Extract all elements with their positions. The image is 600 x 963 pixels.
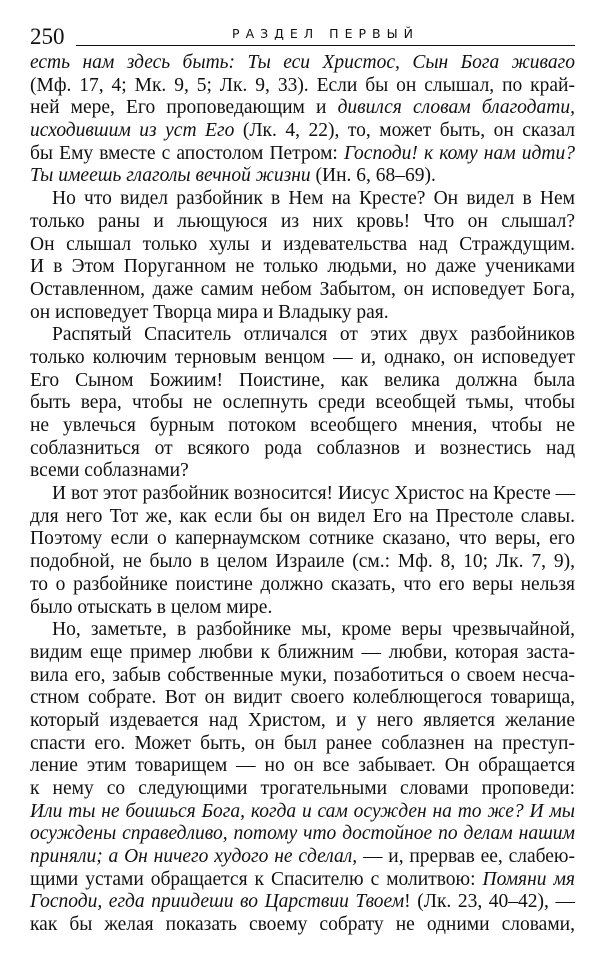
text-line (30, 710, 575, 733)
text-segment: для него Тот же, как если бы он видел Его на Престоле славы. (30, 505, 575, 527)
text-segment: как бы желая показать своему собрату не одними словами, (30, 914, 575, 936)
text-segment: вила его, забыв собственные муки, позаботиться о своем несча- (30, 664, 575, 686)
italic-quote-segment: Господи, егда приидеши во Царствии Твоем (30, 891, 405, 913)
text-segment: который издевается над Христом, и у него является желание (30, 709, 575, 731)
text-line (30, 574, 575, 597)
text-line (30, 483, 575, 506)
header-rule (76, 45, 575, 46)
text-segment: стном собрате. Вот он видит своего колеблющегося товарища, (30, 687, 575, 709)
text-line (30, 120, 575, 143)
text-line (30, 415, 575, 438)
text-line (30, 755, 575, 778)
text-segment: (Ин. 6, 68–69). (310, 165, 436, 187)
text-segment: только колючим терновым венцом — и, однако, он исповедует (30, 346, 575, 368)
italic-quote-segment: приняли; а Он ничего худого не сделал, (30, 846, 358, 868)
text-segment: И в Этом Поруганном не только людьми, но даже учениками (30, 256, 575, 278)
text-segment: щими устами обращается к Спасителю с молитвою: (30, 868, 483, 890)
text-segment: ление этим товарищем — но он все забывает. Он обращается (30, 755, 575, 777)
text-line (30, 506, 575, 529)
text-line (30, 143, 575, 166)
text-line (30, 733, 575, 756)
text-segment: бы Ему вместе с апостолом Петром: (30, 142, 344, 164)
italic-quote-segment: Или ты не боишься Бога, когда и сам осужден на то же? И мы (30, 800, 575, 822)
text-line (30, 642, 575, 665)
text-segment: видим еще пример любви к ближним — любви, которая заста- (30, 641, 575, 663)
text-line (30, 324, 575, 347)
text-segment: Но что видел разбойник в Нем на Кресте? Он видел в Нем (52, 188, 575, 210)
text-line (30, 551, 575, 574)
text-segment: Поэтому если о капернаумском сотнике сказано, что веры, его (30, 528, 575, 550)
text-line (30, 52, 575, 75)
text-segment: не увлечься бурным потоком всеобщего мнения, чтобы не (30, 415, 575, 436)
text-segment: спасти его. Может быть, он был ранее соблазнен на преступ- (30, 732, 575, 754)
text-segment: он исповедует Творца мира и Владыку рая. (30, 301, 389, 323)
text-segment: к нему со следующими трогательными словами проповеди: (30, 778, 575, 799)
running-header (30, 22, 575, 52)
page-body-text (30, 52, 575, 937)
running-title: РАЗДЕЛ ПЕРВЫЙ (232, 26, 419, 41)
text-line (30, 188, 575, 211)
text-line (30, 846, 575, 869)
text-segment: Его Сыном Божиим! Поистине, как велика должна была (30, 369, 575, 391)
text-line (30, 597, 575, 620)
text-segment: соблазниться от всякого рода соблазнов и вознестись над (30, 437, 575, 459)
text-segment: Оставленном, даже самим небом Забытом, он исповедует Бога, (30, 278, 575, 300)
italic-quote-segment: Господи! к кому нам идти? (343, 142, 575, 164)
text-line (30, 869, 575, 892)
text-segment: Но, заметьте, в разбойнике мы, кроме веры чрезвычайной, (52, 619, 575, 641)
text-segment: (Мф. 17, 4; Мк. 9, 5; Лк. 9, 33). Если бы он слышал, по край- (30, 74, 575, 96)
text-line (30, 665, 575, 688)
text-line (30, 165, 575, 188)
italic-quote-segment: Помяни мя (482, 868, 575, 890)
text-line (30, 914, 575, 937)
text-segment: быть вера, чтобы не ослепнуть среди всеобщей тьмы, чтобы (30, 392, 575, 414)
text-segment: Распятый Спаситель отличался от этих двух разбойников (52, 324, 575, 346)
text-line (30, 211, 575, 234)
italic-quote-segment: исходившим из уст Его (30, 120, 235, 142)
text-line (30, 234, 575, 257)
text-line (30, 279, 575, 302)
text-line (30, 528, 575, 551)
italic-quote-segment: есть нам здесь быть: Ты еси Христос, Сын Бога живаго (30, 52, 575, 73)
italic-quote-segment: осуждены справедливо, потому что достойное по делам нашим (30, 823, 575, 845)
text-line (30, 75, 575, 98)
page-number: 250 (30, 24, 65, 49)
text-segment: было отыскать в целом мире. (30, 596, 273, 618)
text-line (30, 97, 575, 120)
text-line (30, 619, 575, 642)
text-line (30, 891, 575, 914)
italic-quote-segment: дивился словам благодати, (337, 97, 575, 119)
text-line (30, 438, 575, 461)
text-segment: Он слышал только хулы и издевательства над Страждущим. (30, 233, 575, 255)
text-line (30, 778, 575, 801)
italic-quote-segment: Ты имеешь глаголы вечной жизни (30, 165, 311, 187)
text-segment: И вот этот разбойник возносится! Иисус Христос на Кресте — (52, 483, 576, 505)
text-segment: — и, прервав ее, слабею- (357, 846, 575, 868)
text-line (30, 687, 575, 710)
text-segment: ! (Лк. 23, 40–42), — (404, 891, 576, 913)
text-segment: то о разбойнике поистине должно сказать, что его веры нельзя (30, 573, 575, 595)
text-line (30, 302, 575, 325)
text-line (30, 370, 575, 393)
text-line (30, 256, 575, 279)
text-segment: (Лк. 4, 22), то, может быть, он сказал (234, 120, 576, 142)
text-segment: подобной, не было в целом Израиле (см.: Мф. 8, 10; Лк. 7, 9), (30, 551, 575, 573)
text-segment: ней мере, Его проповедающим и (30, 97, 338, 119)
text-line (30, 801, 575, 824)
text-segment: всеми соблазнами? (30, 460, 189, 482)
text-line (30, 392, 575, 415)
text-segment: только раны и льющуюся из них кровь! Что он слышал? (30, 210, 575, 232)
text-line (30, 823, 575, 846)
text-line (30, 347, 575, 370)
text-line (30, 460, 575, 483)
